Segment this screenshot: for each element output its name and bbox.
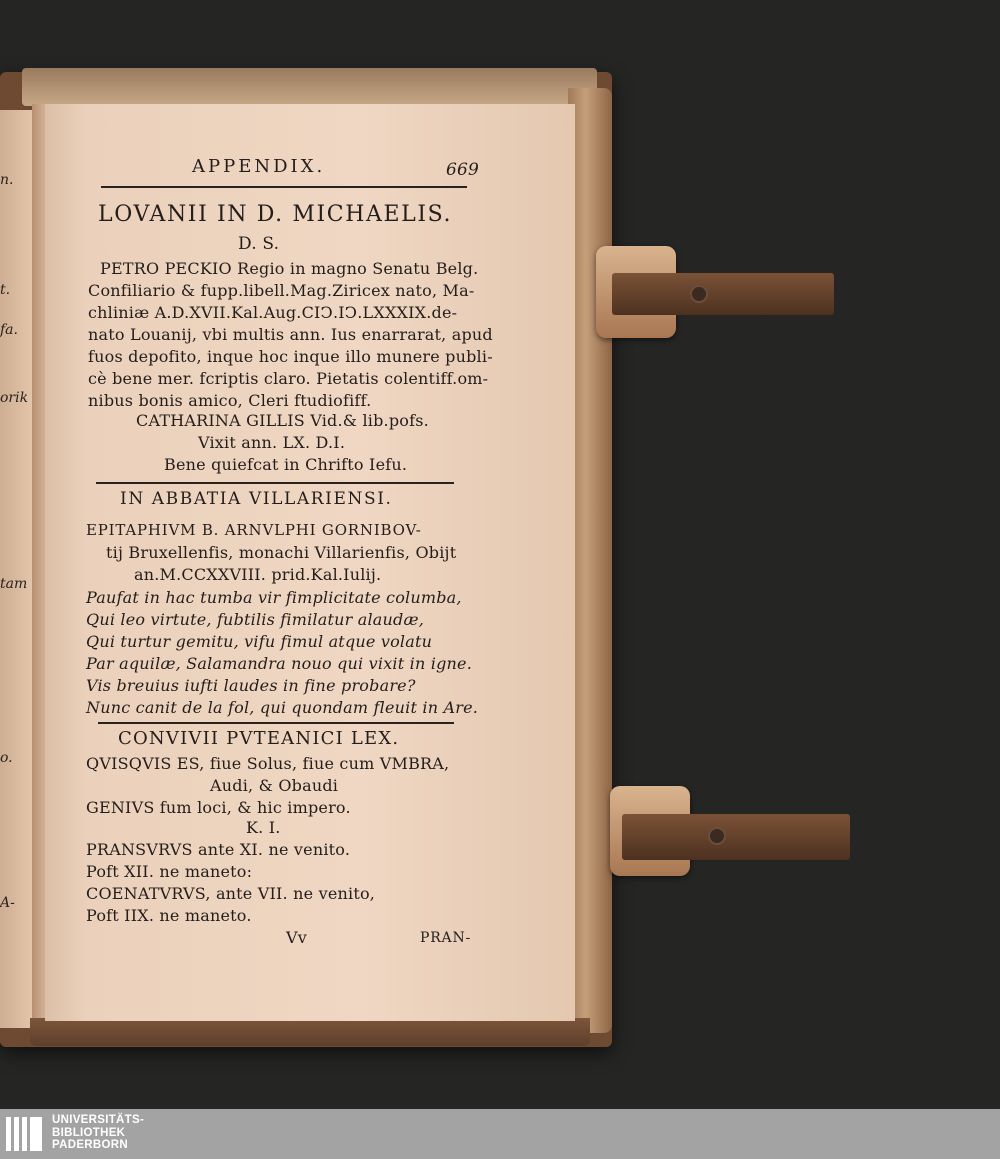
verse-line: Paufat in hac tumba vir fimplicitate columba, — [86, 588, 462, 607]
text-line: PRANSVRVS ante XI. ne venito. — [86, 840, 351, 859]
catchword: PRAN- — [420, 930, 472, 946]
left-fragment: orik — [0, 390, 29, 406]
library-name — [52, 1114, 144, 1152]
section-title: LOVANII IN D. MICHAELIS. — [98, 202, 453, 227]
section-title: CONVIVII PVTEANICI LEX. — [118, 728, 400, 749]
text-line: tij Bruxellenfis, monachi Villarienfis, Obijt — [106, 543, 457, 562]
ds-line: D. S. — [238, 234, 280, 254]
text-line: K. I. — [246, 818, 281, 837]
text-line: Audi, & Obaudi — [210, 776, 339, 795]
upper-clasp-strap — [612, 273, 834, 315]
text-line: GENIVS fum loci, & hic impero. — [86, 798, 351, 817]
text-line: QVISQVIS ES, fiue Solus, fiue cum VMBRA, — [86, 754, 450, 773]
library-name-line: UNIVERSITÄTS- — [52, 1114, 145, 1126]
header-rule — [101, 186, 467, 188]
cover-top-edge — [22, 68, 597, 106]
text-line: EPITAPHIVM B. ARNVLPHI GORNIBOV- — [86, 521, 422, 539]
text-line: chliniæ A.D.XVII.Kal.Aug.CIↃ.IↃ.LXXXIX.de- — [88, 303, 458, 322]
left-fragment: fa. — [0, 322, 18, 338]
verse-line: Qui leo virtute, fubtilis fimilatur alaudæ, — [86, 610, 425, 629]
text-line: nibus bonis amico, Cleri ftudiofiff. — [88, 391, 372, 410]
text-line: Confiliario & fupp.libell.Mag.Ziricex nato, Ma- — [88, 281, 475, 300]
lower-clasp-strap — [622, 814, 850, 860]
left-fragment: n. — [0, 172, 14, 188]
text-line: an.M.CCXXVIII. prid.Kal.Iulij. — [134, 565, 382, 584]
text-line: nato Louanij, vbi multis ann. Ius enarrarat, apud — [88, 325, 493, 344]
section-rule — [96, 482, 454, 484]
verse-line: Par aquilæ, Salamandra nouo qui vixit in igne. — [86, 654, 472, 673]
left-fragment: tam — [0, 576, 28, 592]
text-line: Poft IIX. ne maneto. — [86, 906, 252, 925]
lower-clasp-rivet — [708, 827, 726, 845]
left-fragment: A- — [0, 895, 15, 911]
verse-line: Nunc canit de la fol, qui quondam fleuit in Are. — [86, 698, 479, 717]
widow-line: CATHARINA GILLIS Vid.& lib.pofs. — [136, 411, 429, 430]
text-line: cè bene mer. fcriptis claro. Pietatis colentiff.om- — [88, 369, 489, 388]
vixit-line: Vixit ann. LX. D.I. — [198, 433, 346, 452]
library-footer — [0, 1109, 1000, 1159]
verse-line: Vis breuius iufti laudes in fine probare? — [86, 676, 416, 695]
upper-clasp-rivet — [690, 285, 708, 303]
text-line: fuos depofito, inque hoc inque illo munere publi- — [88, 347, 493, 366]
section-title: IN ABBATIA VILLARIENSI. — [120, 489, 393, 509]
section-rule — [98, 722, 454, 724]
closing-line: Bene quiefcat in Chrifto Iefu. — [164, 455, 408, 474]
text-line: PETRO PECKIO Regio in magno Senatu Belg. — [100, 259, 479, 278]
text-line: Poft XII. ne maneto: — [86, 862, 253, 881]
running-title: APPENDIX. — [192, 156, 326, 177]
library-logo-icon — [6, 1117, 42, 1151]
page-number: 669 — [446, 160, 480, 180]
library-name-line: BIBLIOTHEK — [52, 1126, 126, 1139]
library-name-line: PADERBORN — [52, 1139, 128, 1151]
left-fragment: o. — [0, 750, 13, 766]
text-line: COENATVRVS, ante VII. ne venito, — [86, 884, 376, 903]
verse-line: Qui turtur gemitu, vifu fimul atque volatu — [86, 632, 433, 651]
left-fragment: t. — [0, 282, 11, 298]
cover-bottom-edge — [30, 1018, 590, 1046]
left-page — [0, 110, 32, 1028]
signature-mark: Vv — [286, 928, 307, 947]
